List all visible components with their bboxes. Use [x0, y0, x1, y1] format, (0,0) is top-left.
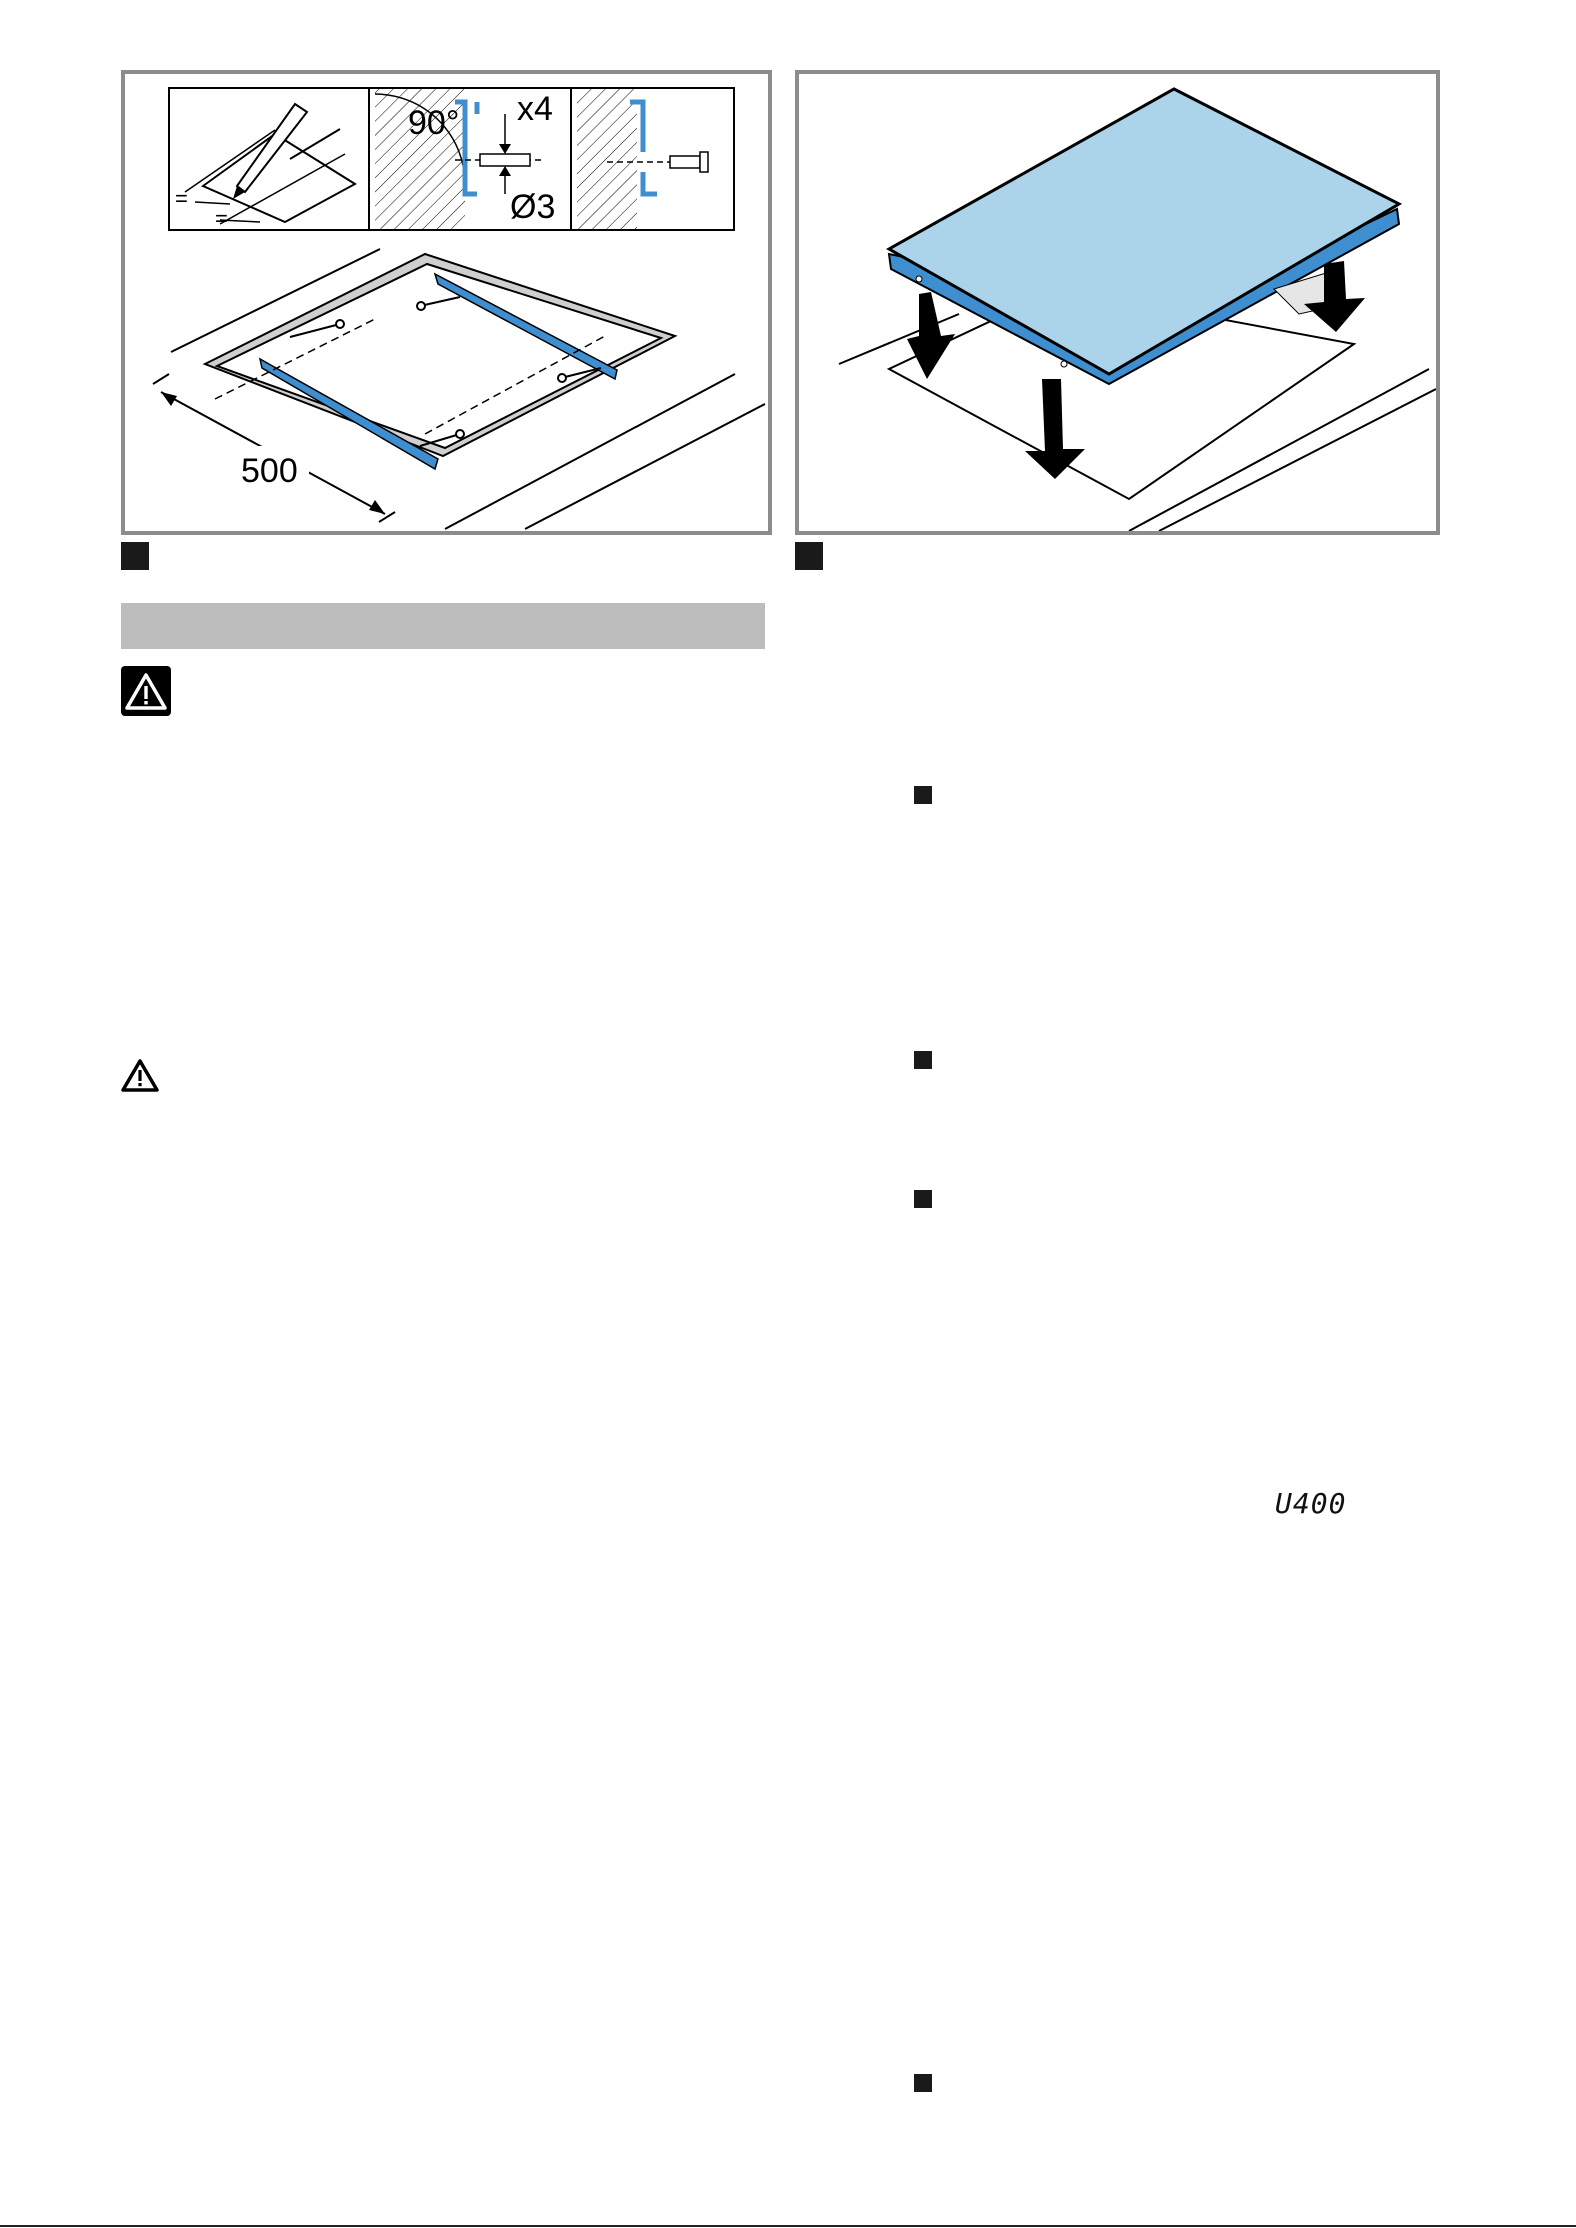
bullet-marker: [914, 2074, 932, 2092]
equal-sign-2: =: [215, 206, 228, 231]
figure-number-box-right: [795, 542, 823, 570]
diameter-label: Ø3: [510, 188, 556, 226]
dimension-label: 500: [241, 452, 298, 490]
display-code: U400: [1275, 1487, 1347, 1520]
bullet-marker: [914, 1190, 932, 1208]
footer-rule: [0, 2225, 1576, 2227]
section-heading-bar: [121, 603, 765, 649]
worktop-cutout-drawing: [153, 249, 765, 529]
installation-diagram-hob: [799, 74, 1436, 531]
count-label: x4: [517, 90, 553, 128]
equal-sign-1: =: [175, 186, 188, 211]
angle-label: 90°: [408, 104, 460, 142]
bullet-marker: [914, 786, 932, 804]
figure-right-frame: [795, 70, 1440, 535]
warning-triangle-icon: [120, 1058, 160, 1094]
figure-number-box-left: [121, 542, 149, 570]
warning-triangle-icon: [121, 666, 171, 716]
installation-diagram-brackets: [125, 74, 768, 531]
bullet-marker: [914, 1051, 932, 1069]
figure-left-frame: [121, 70, 772, 535]
detail-strip: [169, 88, 734, 231]
